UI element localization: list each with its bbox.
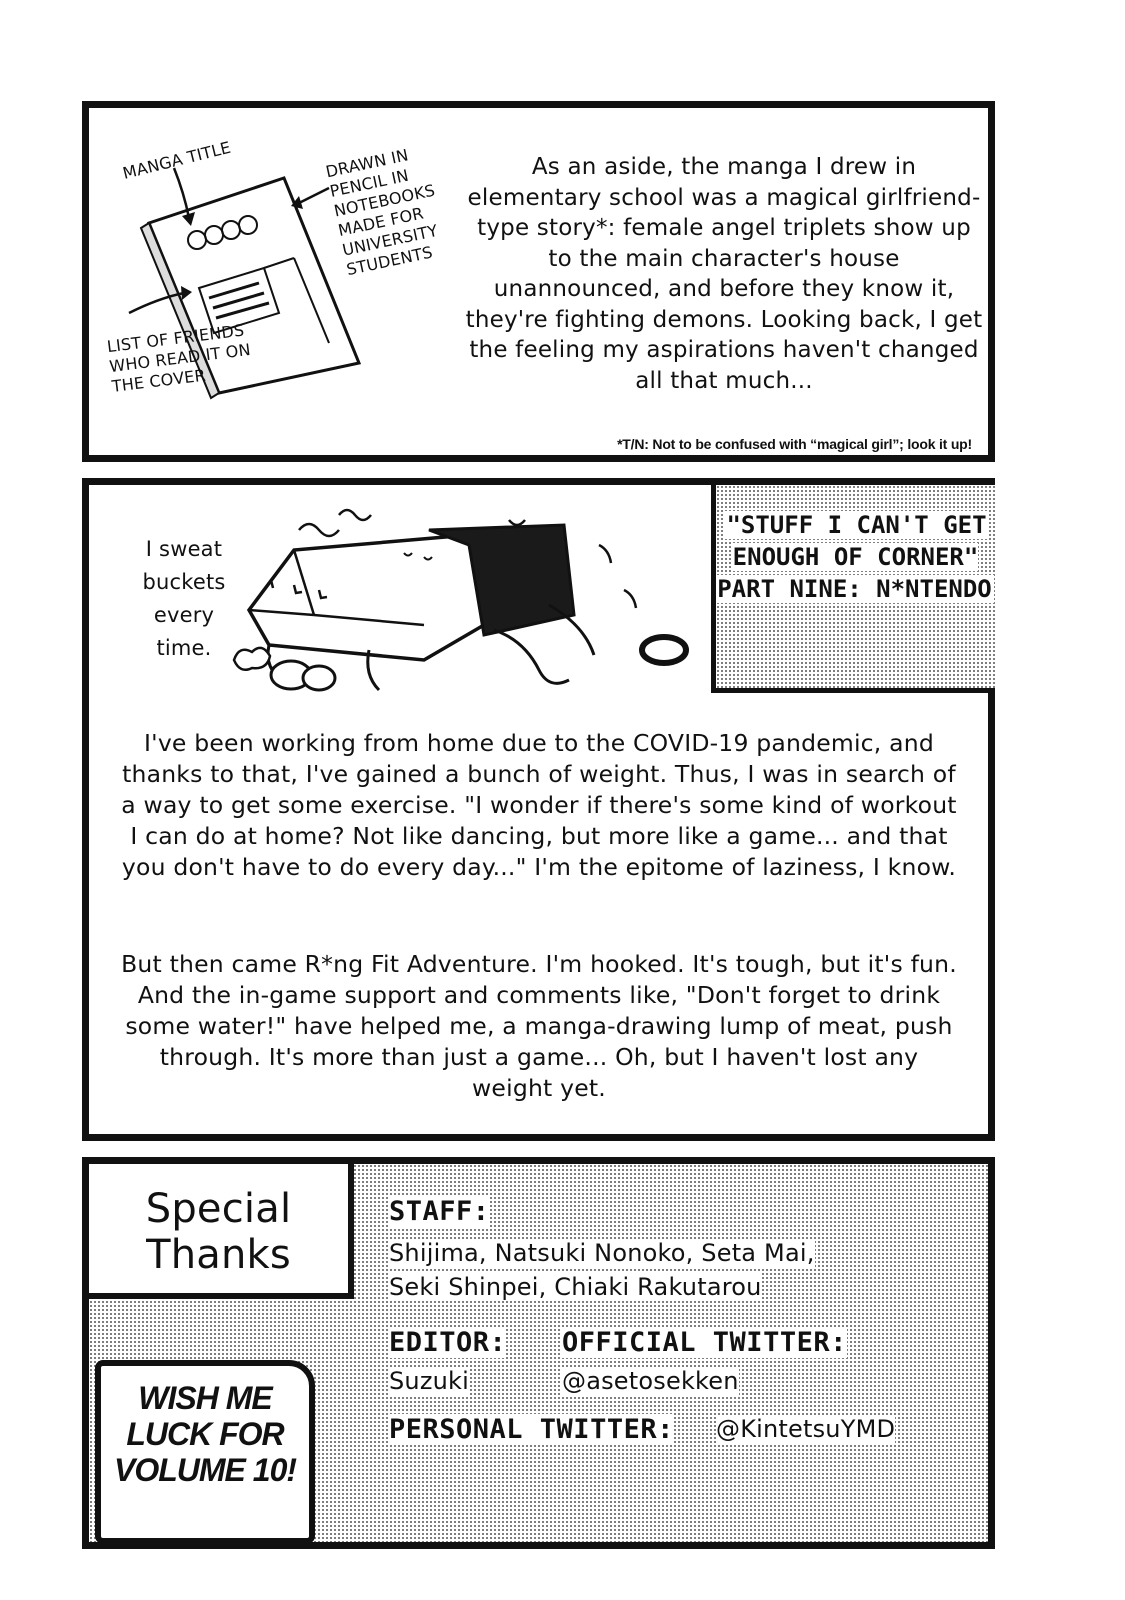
- personal-twitter-label: [389, 1414, 674, 1445]
- aside-text: As an aside, the manga I drew in elementary school was a magical girlfriend-type story*: female angel triplets show up to the main character's house unannounced, and before they know it, they're fighting demons. Looking back, I get the feeling my aspirations haven't changed all that much...: [465, 154, 983, 394]
- editor-label: [389, 1327, 506, 1358]
- personal-twitter-handle-text: @KintetsuYMD: [716, 1415, 896, 1443]
- panel-special-thanks: [82, 1157, 995, 1549]
- staff-label-text: STAFF:: [389, 1196, 490, 1227]
- paragraph-working-from-home: I've been working from home due to the COVID-19 pandemic, and thanks to that, I've gained a bunch of weight. Thus, I was in search of a way to get some exercise. "I wonder if there's some kind of workout I can do at home? Not like dancing, but more like a game... and that you don't have to do every day..." I'm the epitome of laziness, I know.: [121, 729, 957, 881]
- character-doing-ring-fit-illustration: [229, 495, 689, 710]
- panel-manga-aside: [82, 101, 995, 462]
- label-drawn-in-pencil: DRAWN IN PENCIL IN NOTEBOOKS MADE FOR UNIVERSITY STUDENTS: [323, 145, 440, 280]
- official-twitter-handle-text: @asetosekken: [562, 1367, 739, 1395]
- editor-label-text: EDITOR:: [389, 1327, 507, 1358]
- corner-title-text: "STUFF I CAN'T GET ENOUGH OF CORNER" PART NINE: N*NTENDO: [717, 511, 992, 603]
- corner-title: [716, 509, 995, 605]
- credits-area: [354, 1164, 988, 1542]
- editor-name-text: Suzuki: [389, 1367, 470, 1395]
- wish-luck-box: [95, 1360, 315, 1544]
- translator-note: *T/N: Not to be confused with “magical girl”; look it up!: [617, 436, 972, 452]
- official-twitter-label: [562, 1327, 847, 1358]
- personal-twitter-label-text: PERSONAL TWITTER:: [389, 1414, 674, 1445]
- personal-twitter-handle: [716, 1412, 895, 1446]
- special-thanks-box: [89, 1164, 354, 1299]
- paragraph-ring-fit: But then came R*ng Fit Adventure. I'm hooked. It's tough, but it's fun. And the in-game support and comments like, "Don't forget to drink some water!" have helped me, a manga-drawing lump of meat, push through. It's more than just a game... Oh, but I haven't lost any weight yet.: [121, 950, 957, 1102]
- official-twitter-label-text: OFFICIAL TWITTER:: [562, 1327, 847, 1358]
- panel-nintendo-corner: [82, 478, 995, 1141]
- staff-names-line2: [389, 1270, 762, 1304]
- label-list-of-friends: LIST OF FRIENDS WHO READ IT ON THE COVER: [105, 320, 252, 396]
- sweat-caption: I sweat buckets every time.: [142, 537, 226, 660]
- staff-names-line2-text: Seki Shinpei, Chiaki Rakutarou: [389, 1273, 762, 1301]
- corner-title-box: [711, 485, 995, 693]
- staff-label: [389, 1196, 490, 1227]
- staff-names-line1: [389, 1236, 815, 1270]
- label-manga-title: MANGA TITLE: [120, 137, 233, 183]
- official-twitter-handle: [562, 1364, 739, 1398]
- editor-name: [389, 1364, 469, 1398]
- staff-names-line1-text: Shijima, Natsuki Nonoko, Seta Mai,: [389, 1239, 815, 1267]
- special-thanks-title: Special Thanks: [145, 1186, 292, 1278]
- wish-luck-text: WISH ME LUCK FOR VOLUME 10!: [113, 1380, 297, 1488]
